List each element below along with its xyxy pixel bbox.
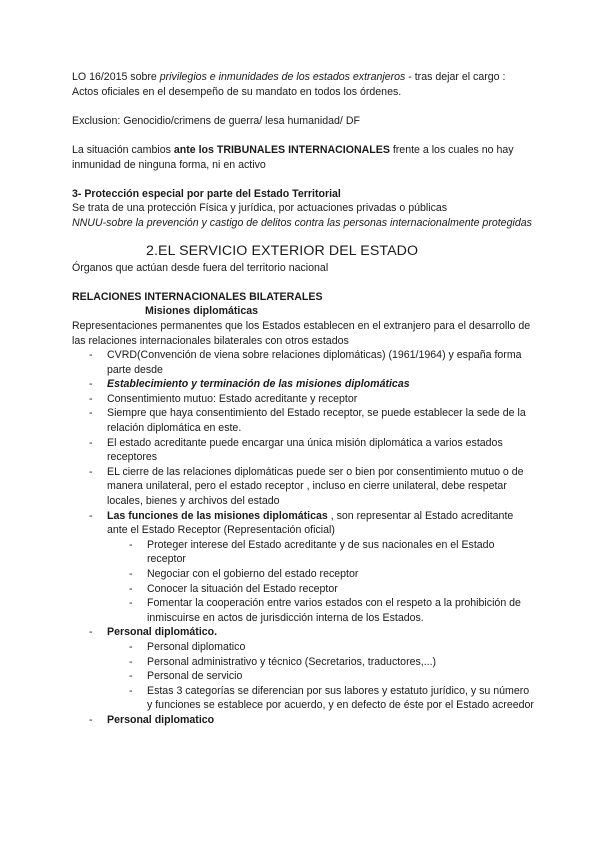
personal-sublist	[107, 640, 534, 713]
list-item: - CVRD(Convención de viena sobre relaciones diplomáticas) (1961/1964) y españa forma parte desde	[89, 349, 522, 376]
sublist-item: - Fomentar la cooperación entre varios estados con el respeto a la prohibición de inmiscuirse en actos de jurisdicción interna de los Estados.	[129, 597, 521, 624]
sublist-item: - Proteger interese del Estado acreditante y de sus nacionales en el Estado receptor	[129, 538, 495, 566]
list-item: - Siempre que haya consentimiento del Estado receptor, se puede establecer la sede de la relación diplomática en este.	[89, 407, 526, 435]
document-page	[72, 70, 534, 728]
list-item: - Personal diplomático. - Personal diplomatico - Personal administrativo y técnico (Secretarios, traductores,...) - Personal de servicio - Estas 3 categorías se diferencian por sus labores y estatuto jurídico, y su número y funciones se establece por acuerdo, y en defecto de éste por el Estado acreedor	[89, 626, 534, 712]
sublist-item: - Personal de servicio	[129, 670, 243, 683]
list-item: - EL cierre de las relaciones diplomáticas puede ser o bien por consentimiento mutuo o de manera unilateral, pero el estado receptor , incluso en cierre unilateral, debe respetar locales, bienes y archivos del estado	[89, 465, 524, 508]
situacion-paragraph: La situación cambios ante los TRIBUNALES INTERNACIONALES frente a los cuales no hay inmunidad de ninguna forma, ni en activo	[72, 143, 514, 171]
relaciones-text: Representaciones permanentes que los Estados establecen en el extranjero para el desarrollo de las relaciones internacionales bilaterales con otros estados	[72, 319, 531, 347]
list-item: - Consentimiento mutuo: Estado acreditante y receptor	[89, 392, 358, 405]
section2-heading: 2.EL SERVICIO EXTERIOR DEL ESTADO	[146, 242, 419, 259]
intro-paragraph: LO 16/2015 sobre privilegios e inmunidades de los estados extranjeros - tras dejar el cargo : Actos oficiales en el desempeño de su mandato en todos los órdenes.	[72, 71, 506, 98]
sublist-item: - Negociar con el gobierno del estado receptor	[129, 568, 359, 580]
list-item: - Establecimiento y terminación de las misiones diplomáticas	[89, 378, 410, 391]
law-title-italic: privilegios e inmunidades de los estados extranjeros	[159, 71, 406, 83]
section2-subtitle: Órganos que actúan desde fuera del territorio nacional	[72, 261, 329, 274]
exclusion-paragraph: Exclusion: Genocidio/crimens de guerra/ lesa humanidad/ DF	[72, 114, 360, 127]
list-item: - Las funciones de las misiones diplomáticas , son representar al Estado acreditante ante el Estado Receptor (Representación oficial) - Proteger interese del Estado acreditante y de sus nacionales en el Estado receptor - Negociar con el gobierno del estado receptor - Conocer la situación del Estado receptor - Fomentar la cooperación entre varios estados con el respeto a la prohibición de inmiscuirse en actos de jurisdicción interna de los Estados.	[72, 509, 534, 626]
list-item: - Personal diplomatico	[89, 713, 215, 726]
section3-heading: 3- Protección especial por parte del Estado Territorial	[72, 187, 341, 200]
main-list	[72, 348, 534, 727]
relaciones-heading: RELACIONES INTERNACIONALES BILATERALES	[72, 290, 323, 303]
sublist-item: - Estas 3 categorías se diferencian por sus labores y estatuto jurídico, y su número y funciones se establece por acuerdo, y en defecto de éste por el Estado acreedor	[129, 684, 534, 712]
list-item: - El estado acreditante puede encargar una única misión diplomática a varios estados receptores	[89, 436, 503, 464]
section3-text: Se trata de una protección Física y jurídica, por actuaciones privadas o públicas	[72, 202, 448, 215]
misiones-subheading: Misiones diplomáticas	[145, 305, 259, 318]
sublist-item: - Personal diplomatico	[129, 640, 246, 653]
funciones-sublist	[107, 538, 534, 626]
section3-note: NNUU-sobre la prevención y castigo de delitos contra las personas internacionalmente protegidas	[72, 216, 532, 229]
sublist-item: - Personal administrativo y técnico (Secretarios, traductores,...)	[129, 655, 437, 668]
sublist-item: - Conocer la situación del Estado receptor	[129, 582, 338, 595]
